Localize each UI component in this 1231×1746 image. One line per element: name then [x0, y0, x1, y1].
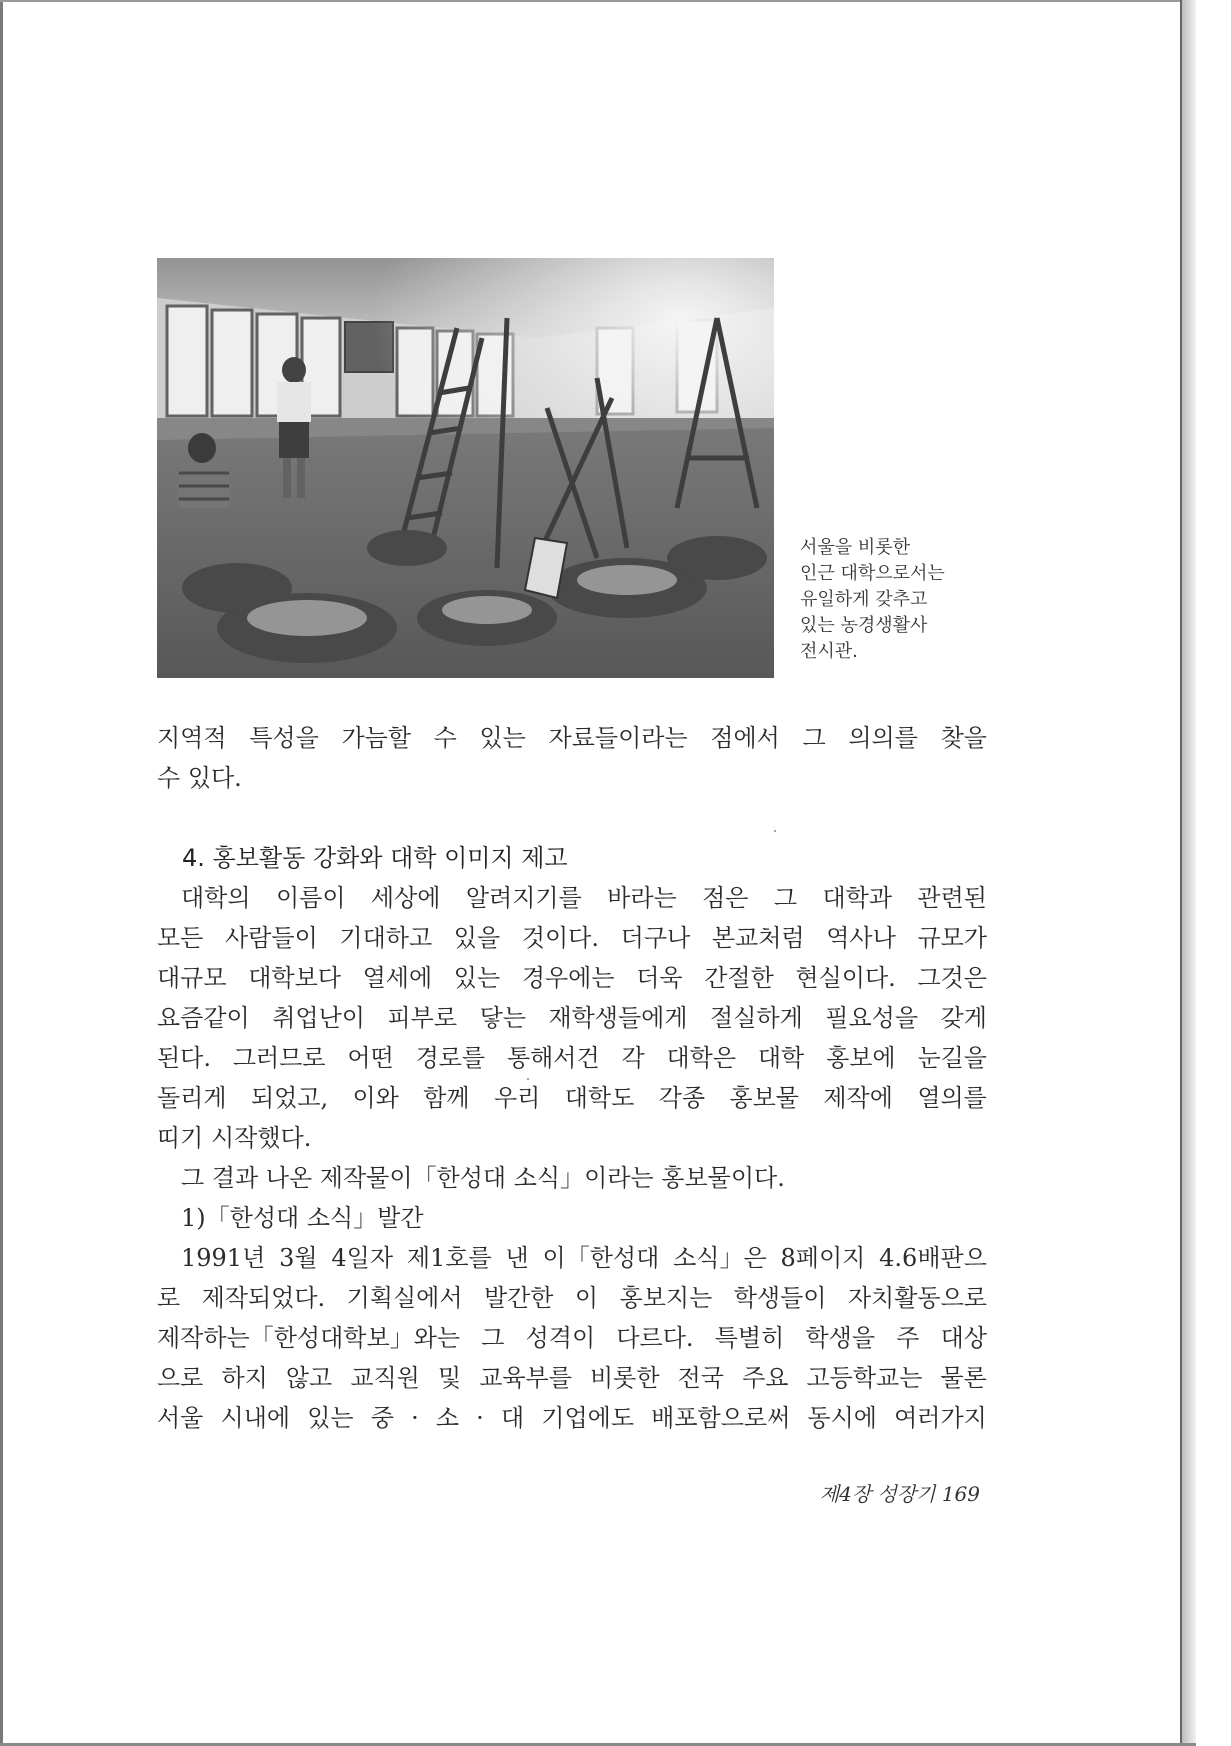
- scan-speck: [774, 830, 776, 832]
- text-line: 그 결과 나온 제작물이「한성대 소식」이라는 홍보물이다.: [181, 1164, 785, 1192]
- text-line: 으로 하지 않고 교직원 및 교육부를 비롯한 전국 주요 고등학교는 물론: [157, 1364, 987, 1392]
- text-line: 대학의 이름이 세상에 알려지기를 바라는 점은 그 대학과 관련된: [181, 884, 987, 912]
- text-line: 제작하는「한성대학보」와는 그 성격이 다르다. 특별히 학생을 주 대상: [157, 1324, 987, 1352]
- exhibition-hall-photo: [157, 258, 774, 678]
- text-line: 수 있다.: [157, 764, 242, 792]
- text-line: 모든 사람들이 기대하고 있을 것이다. 더구나 본교처럼 역사나 규모가: [157, 924, 987, 952]
- text-line: 요즘같이 취업난이 피부로 닿는 재학생들에게 절실하게 필요성을 갖게: [157, 1004, 987, 1032]
- page-shadow: [1182, 0, 1196, 1746]
- text-line: 지역적 특성을 가늠할 수 있는 자료들이라는 점에서 그 의의를 찾을: [157, 724, 987, 752]
- page-border-top: [0, 0, 1182, 2]
- text-line: 1991년 3월 4일자 제1호를 낸 이「한성대 소식」은 8페이지 4.6배판으: [181, 1244, 987, 1272]
- intro-paragraph: [157, 718, 987, 798]
- sub-heading: 1)「한성대 소식」발간: [181, 1204, 424, 1232]
- scan-speck: [527, 1078, 529, 1080]
- running-footer: 제4장 성장기 169: [819, 1482, 980, 1506]
- text-line: 된다. 그러므로 어떤 경로를 통해서건 각 대학은 대학 홍보에 눈길을: [157, 1044, 987, 1072]
- caption-line: 서울을 비롯한: [800, 537, 911, 558]
- text-line: 서울 시내에 있는 중 · 소 · 대 기업에도 배포함으로써 동시에 여러가지: [157, 1404, 987, 1432]
- caption-line: 유일하게 갖추고: [800, 589, 928, 610]
- page-border-left: [0, 0, 3, 1746]
- photo-caption: [800, 535, 990, 665]
- text-line: 띠기 시작했다.: [157, 1124, 312, 1152]
- text-line: 돌리게 되었고, 이와 함께 우리 대학도 각종 홍보물 제작에 열의를: [157, 1084, 987, 1112]
- section-heading: 4. 홍보활동 강화와 대학 이미지 제고: [182, 844, 568, 872]
- caption-line: 있는 농경생활사: [800, 615, 928, 636]
- photo-exhibition-hall-icon: [157, 258, 774, 678]
- text-line: 로 제작되었다. 기획실에서 발간한 이 홍보지는 학생들이 자치활동으로: [157, 1284, 987, 1312]
- caption-line: 전시관.: [800, 641, 858, 662]
- text-line: 대규모 대학보다 열세에 있는 경우에는 더욱 간절한 현실이다. 그것은: [157, 964, 987, 992]
- main-text: [157, 878, 987, 1438]
- caption-line: 인근 대학으로서는: [800, 563, 945, 584]
